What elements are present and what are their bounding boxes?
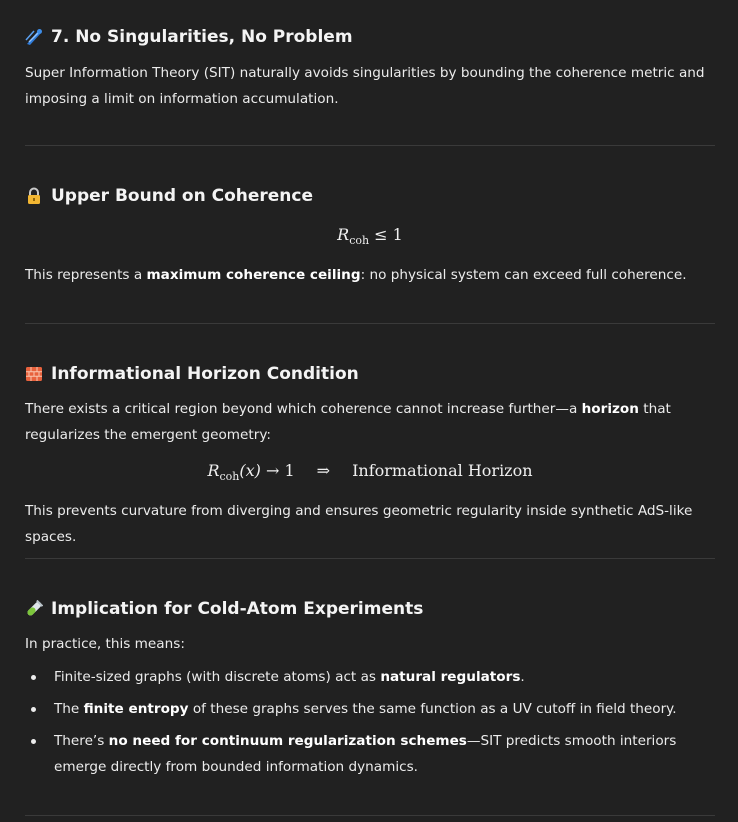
math-symbol: R — [337, 225, 350, 244]
math-subscript: coh — [349, 234, 370, 247]
math-symbol: R — [207, 461, 220, 480]
list-item — [25, 664, 715, 690]
math-coherence-bound — [25, 225, 715, 247]
brick-icon — [25, 365, 43, 383]
text-run: The — [54, 701, 84, 717]
emphasis: natural regulators — [380, 669, 521, 685]
math-relation: → 1 — [260, 461, 295, 480]
divider — [25, 323, 715, 324]
lock-icon — [25, 187, 43, 205]
section-intro: In practice, this means: — [25, 636, 185, 652]
math-horizon-condition — [25, 461, 715, 483]
section-heading-horizon — [25, 364, 359, 384]
section-title: Implication for Cold-Atom Experiments — [51, 599, 424, 619]
divider — [25, 145, 715, 146]
text-run: Finite-sized graphs (with discrete atoms) act as — [54, 669, 381, 685]
text-run: that regularizes the emergent geometry: — [25, 401, 671, 443]
text-run: There exists a critical region beyond which coherence cannot increase further—a — [25, 401, 582, 417]
bullet-icon — [31, 739, 36, 744]
list-item — [25, 696, 715, 722]
text-run: of these graphs serves the same function as a UV cutoff in field theory. — [188, 701, 677, 717]
emphasis: no need for continuum regularization schemes — [108, 733, 467, 749]
text-run: This represents a — [25, 267, 147, 283]
emphasis: finite entropy — [83, 701, 189, 717]
section-body — [25, 396, 717, 448]
text-run: —SIT predicts smooth interiors emerge directly from bounded information dynamics. — [54, 733, 677, 775]
section-title: Informational Horizon Condition — [51, 364, 359, 384]
list-item — [25, 728, 715, 780]
divider — [25, 815, 715, 816]
section-title: Upper Bound on Coherence — [51, 186, 314, 206]
section-heading-cold-atom — [25, 599, 423, 619]
text-run: There’s — [54, 733, 109, 749]
emphasis: horizon — [581, 401, 639, 417]
math-relation: ≤ 1 — [369, 225, 403, 244]
math-subscript: coh — [219, 470, 240, 483]
implication-list — [25, 664, 715, 780]
bullet-icon — [31, 675, 36, 680]
math-argument: (x) — [239, 461, 261, 480]
math-label: Informational Horizon — [352, 461, 533, 480]
bullet-icon — [31, 707, 36, 712]
test-tube-icon — [25, 600, 43, 618]
emphasis: maximum coherence ceiling — [146, 267, 361, 283]
section-body: This prevents curvature from diverging and ensures geometric regularity inside synthetic AdS-like spaces. — [25, 503, 693, 545]
comet-icon — [25, 28, 43, 46]
text-run: : no physical system can exceed full coherence. — [360, 267, 687, 283]
divider — [25, 558, 715, 559]
section-heading-singularities — [25, 27, 353, 47]
section-title: 7. No Singularities, No Problem — [51, 27, 353, 47]
text-run: . — [520, 669, 525, 685]
section-body — [25, 262, 715, 288]
section-heading-upper-bound — [25, 186, 313, 206]
math-implies: ⇒ — [316, 461, 331, 480]
section-body: Super Information Theory (SIT) naturally avoids singularities by bounding the coherence metric and imposing a limit on information accumulation. — [25, 65, 705, 107]
